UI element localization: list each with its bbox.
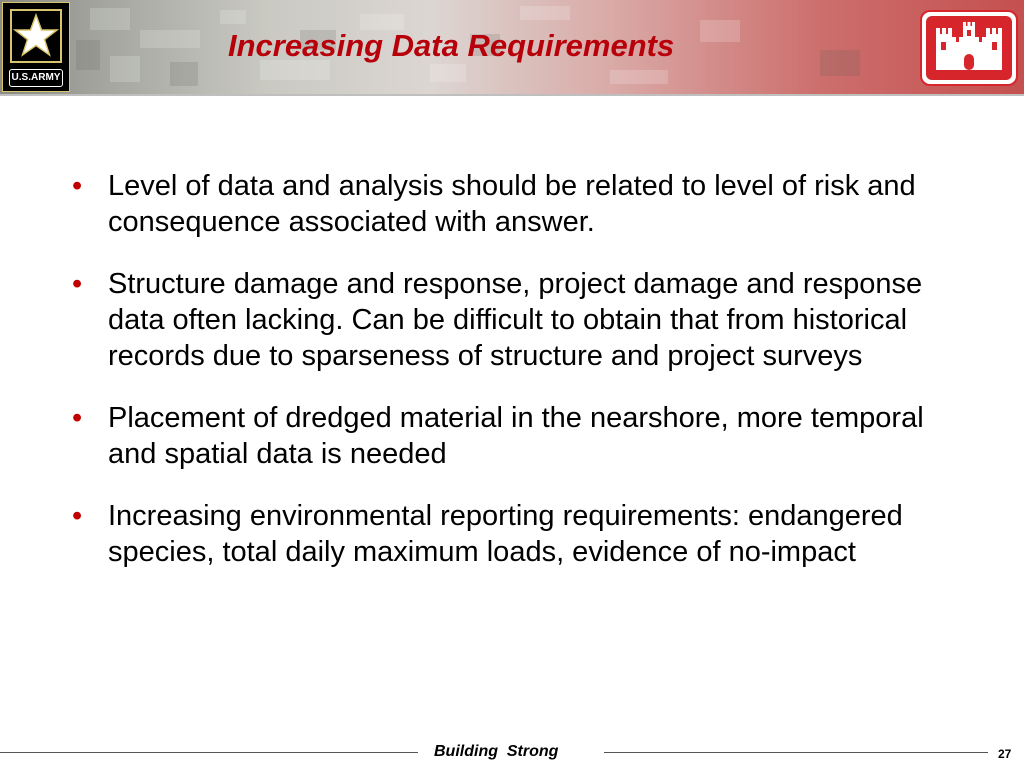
- bullet-text: Placement of dredged material in the nearshore, more temporal and spatial data is needed: [108, 402, 924, 470]
- army-star-icon: [10, 9, 62, 63]
- bullet-marker: •: [72, 170, 83, 202]
- bullet-list: [72, 168, 952, 596]
- slide-title: Increasing Data Requirements: [228, 28, 675, 63]
- footer-motto: Building Strong: [434, 743, 559, 760]
- bullet-text: Structure damage and response, project damage and response data often lacking. Can be difficult to obtain that from historical records due to sparseness of structure and project surveys: [108, 268, 923, 372]
- page-number: 27: [998, 747, 1012, 761]
- header-divider: [0, 94, 1024, 96]
- bullet-item: [72, 266, 952, 374]
- header-band: [0, 0, 1024, 96]
- corps-of-engineers-castle-logo: [920, 10, 1018, 86]
- bullet-item: [72, 498, 952, 570]
- army-logo-text: U.S.ARMY: [9, 69, 63, 87]
- bullet-item: [72, 168, 952, 240]
- footer-divider-right: [604, 752, 988, 753]
- bullet-marker: •: [72, 268, 83, 300]
- bullet-text: Increasing environmental reporting requirements: endangered species, total daily maximum loads, evidence of no-impact: [108, 500, 903, 568]
- bullet-marker: •: [72, 402, 83, 434]
- bullet-text: Level of data and analysis should be related to level of risk and consequence associated with answer.: [108, 170, 916, 238]
- footer-divider-left: [0, 752, 418, 753]
- bullet-item: [72, 400, 952, 472]
- us-army-logo: [2, 2, 70, 92]
- bullet-marker: •: [72, 500, 83, 532]
